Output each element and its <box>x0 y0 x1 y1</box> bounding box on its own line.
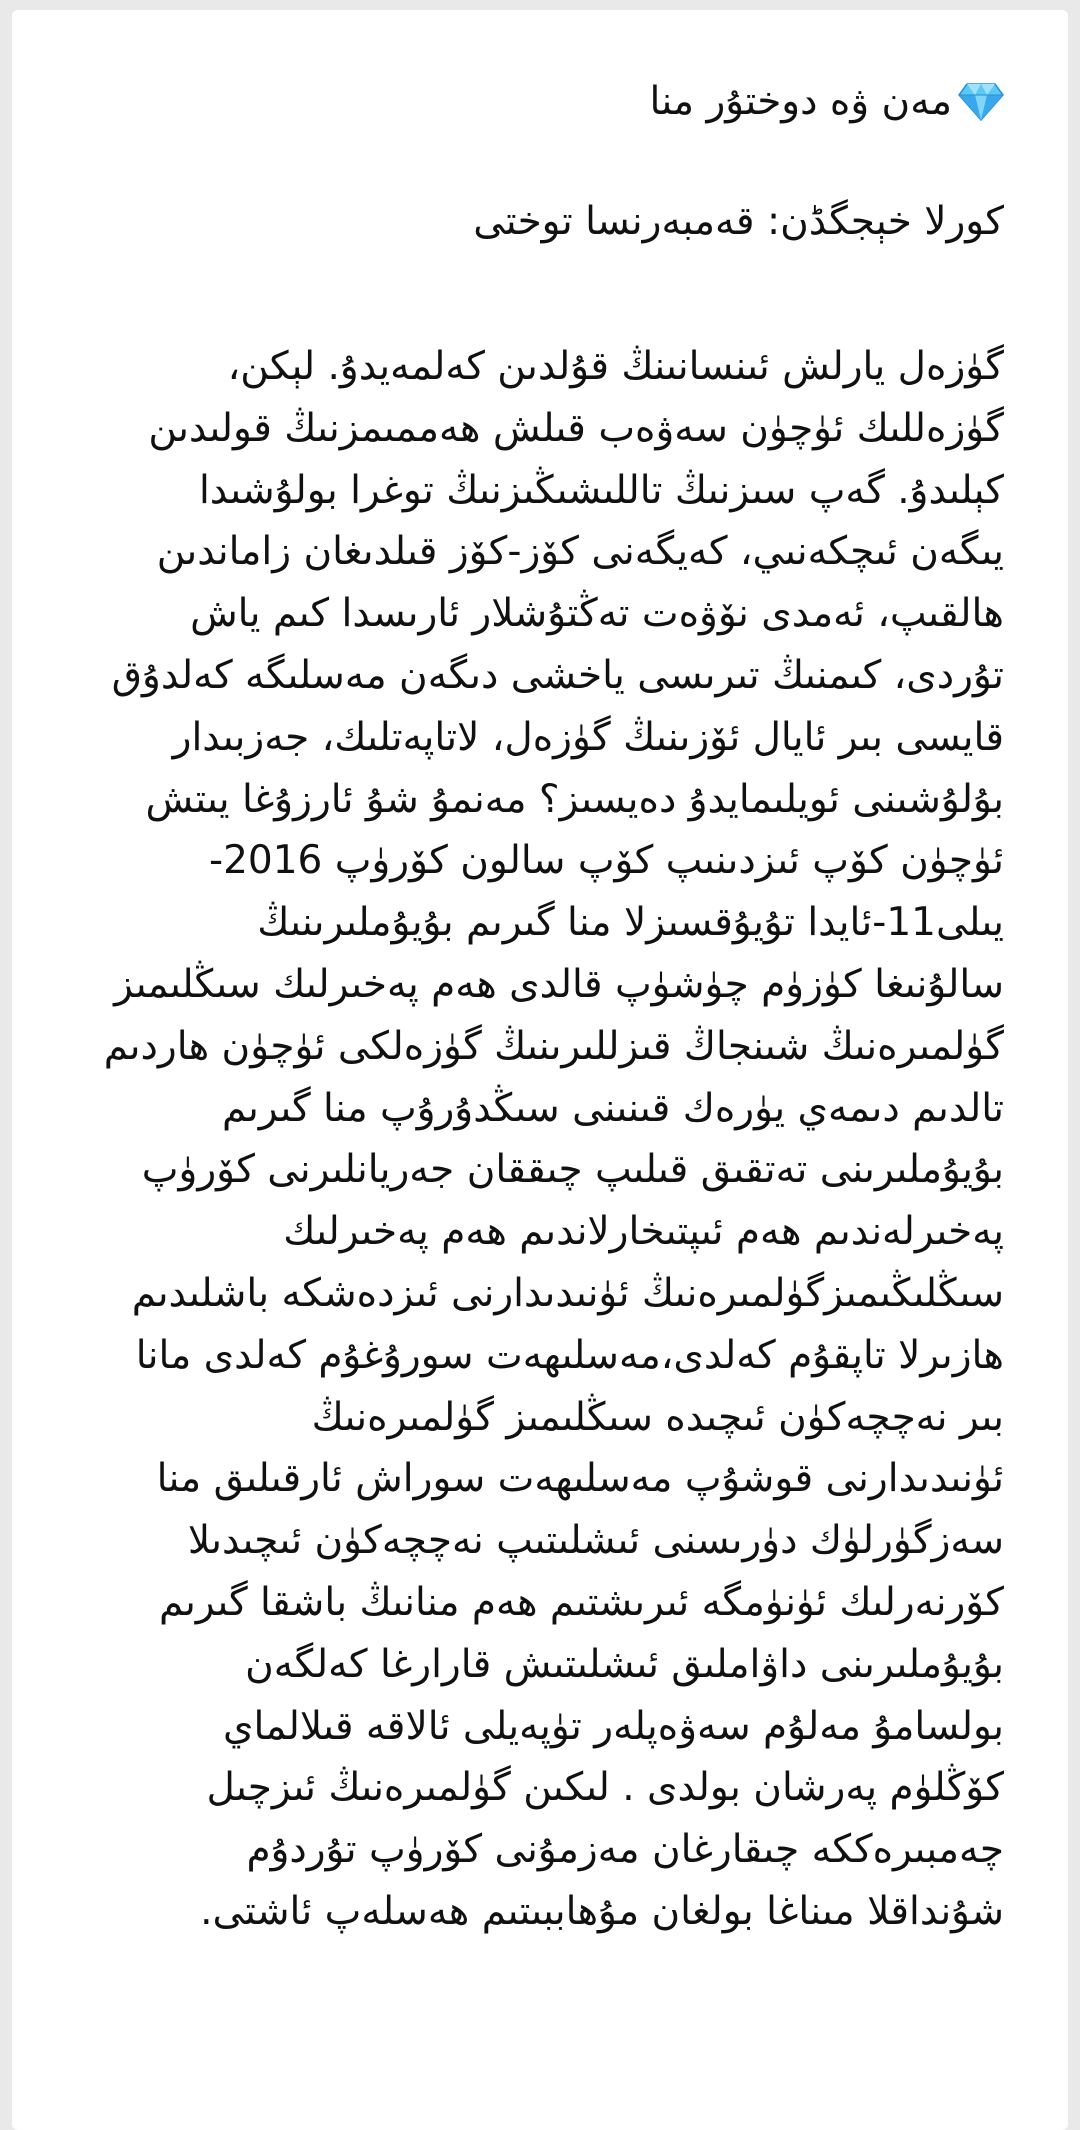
body-line: ئۈچۈن كۆپ ئىزدىنىپ كۆپ سالون كۆرۈپ 2016- <box>208 838 1004 884</box>
gem-icon <box>958 82 1004 122</box>
post-content <box>78 62 1004 1943</box>
post-title: مەن ۋە دوختۇر منا <box>649 79 952 124</box>
body-line: ئۈنىدىدارنى قوشۇپ مەسلىھەت سوراش ئارقىلىق منا <box>156 1456 1004 1502</box>
body-line: يىگەن ئىچكەنىي، كەيگەنى كۆز-كۆز قىلدىغان زاماندىن <box>156 529 1004 575</box>
body-line: بۇيۇملىرىنى داۋاملىق ئىشلىتىش قارارغا كەلگەن <box>245 1641 1004 1687</box>
body-line: تالدىم دىمەي يۈرەك قىنىنى سىڭدۇرۇپ منا گىرىم <box>222 1085 1004 1131</box>
body-line: بولسامۇ مەلۇم سەۋەپلەر تۈپەيلى ئالاقە قىلالماي <box>222 1703 1004 1749</box>
body-line: كېلىدۇ. گەپ سىزنىڭ تاللىشىڭىزنىڭ توغرا بولۇشىدا <box>198 467 1004 513</box>
body-line: ھازىرلا تاپقۇم كەلدى،مەسلىھەت سورۇغۇم كەلدى مانا <box>135 1332 1004 1378</box>
body-line: شۇنداقلا مىناغا بولغان مۇھاببىتىم ھەسلەپ ئاشتى. <box>200 1888 1004 1934</box>
post-card <box>12 10 1068 2130</box>
body-line: گۈزەل يارلش ئىنسانىنڭ قۇلدىن كەلمەيدۇ. لېكن، <box>227 344 1004 389</box>
post-body <box>78 336 1004 1943</box>
body-line: بىر نەچچەكۈن ئىچىدە سىڭلىمىز گۈلمىرەنىڭ <box>311 1394 1004 1440</box>
body-line: گۈلمىرەنىڭ شىنجاڭ قىزللىرىنىڭ گۈزەلكى ئۈچۈن ھاردىم <box>103 1023 1004 1069</box>
body-line: يىلى11-ئايدا تۇيۇقسىزلا منا گىرىم بۇيۇملىرىنىڭ <box>257 900 1004 946</box>
body-line: سىڭلىڭىمىزگۈلمىرەنىڭ ئۈنىدىدارنى ئىزدەشكە باشلىدىم <box>131 1270 1004 1316</box>
body-line: چەمبىرەككە چىقارغان مەزمۇنى كۆرۈپ تۇردۇم <box>246 1827 1004 1873</box>
body-line: كۆڭلۈم پەرشان بولدى . لىكىن گۈلمىرەنىڭ ئىزچىل <box>206 1765 1004 1811</box>
post-byline: كورلا خېجگڈن: قەمبەرنسا توختى <box>473 199 1004 244</box>
body-line: سالۇنىغا كۈزۈم چۈشۈپ قالدى ھەم پەخىرلىك سىڭلىمىز <box>114 961 1004 1007</box>
body-line: سەزگۈرلۈك دۈرىسنى ئىشلىتىپ نەچچەكۈن ئىچىدىلا <box>187 1518 1004 1564</box>
body-line: بۇيۇملىرىنى تەتقىق قىلىپ چىققان جەريانلىرنى كۆرۈپ <box>141 1147 1004 1193</box>
body-line: ھالقىپ، ئەمدى نۆۋەت تەڭتۇشلار ئارىسدا كىم ياش <box>190 591 1004 637</box>
body-line: پەخىرلەندىم ھەم ئىپتىخارلاندىم ھەم پەخىرلىك <box>283 1209 1004 1255</box>
body-line: كۆرنەرلىك ئۈنۈمگە ئىرىشتىم ھەم منانىڭ باشقا گىرىم <box>158 1579 1004 1625</box>
body-line: قايسى بىر ئايال ئۆزىنىڭ گۈزەل، لاتاپەتلىك، جەزبىدار <box>172 714 1004 760</box>
body-line: گۈزەللىك ئۈچۈن سەۋەب قىلش ھەممىمزنىڭ قولىدىن <box>148 405 1004 451</box>
body-line: بۇلۇشىنى ئويلىمايدۇ دەيسىز؟ مەنمۇ شۇ ئارزۇغا يىتش <box>145 776 1004 822</box>
post-title-row <box>78 62 1004 142</box>
body-line: تۇردى، كىمنىڭ تىرىسى ياخشى دىگەن مەسلىگە كەلدۇق <box>111 652 1004 698</box>
